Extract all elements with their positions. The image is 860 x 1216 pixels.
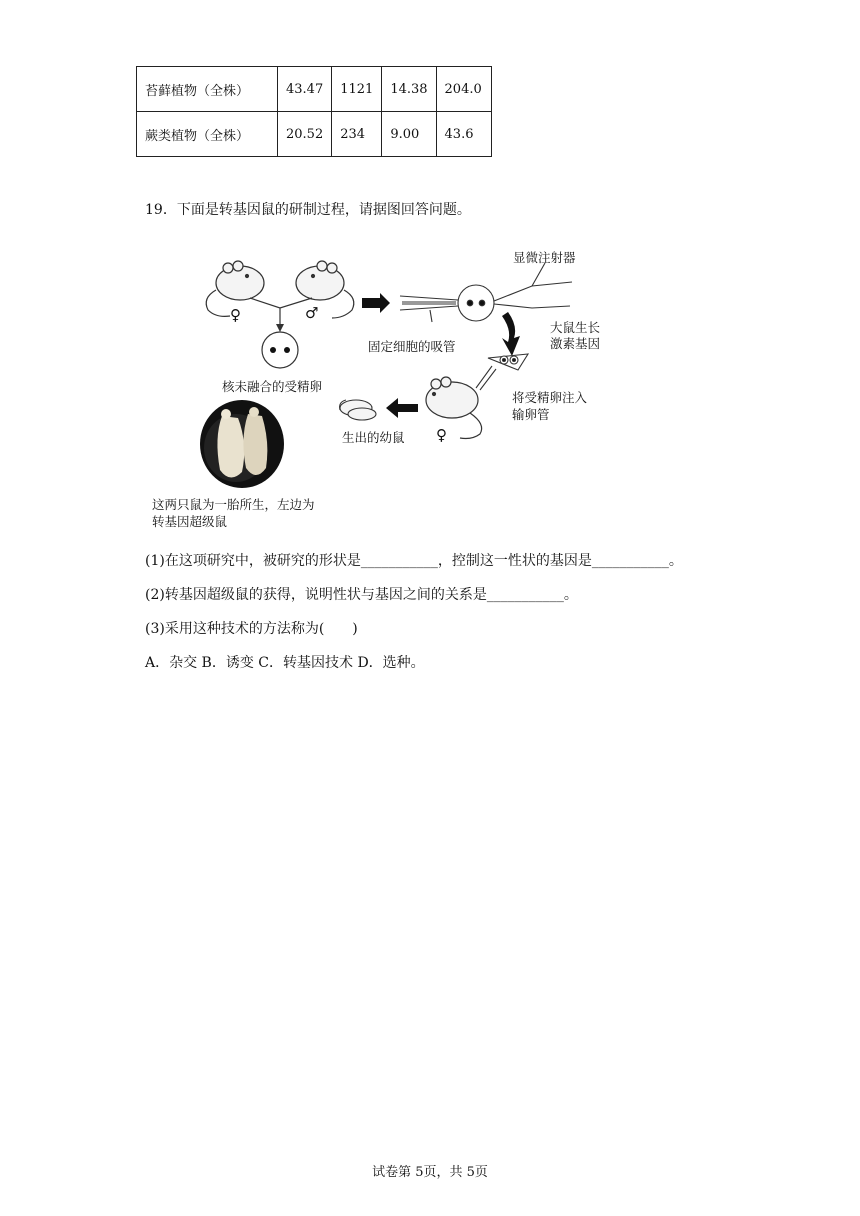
table-cell: 9.00: [382, 112, 436, 157]
female-symbol: ♀: [230, 306, 241, 324]
microinjector-label: 显微注射器: [513, 250, 576, 265]
two-mice-photo: [200, 400, 284, 488]
baby-mice-icon: [340, 400, 376, 420]
table-cell: 43.6: [436, 112, 491, 157]
table-cell: 苔藓植物（全株）: [137, 67, 278, 112]
pipette-icon: [400, 285, 494, 322]
male-symbol: ♂: [305, 304, 319, 322]
arrow-down-icon: [502, 312, 520, 356]
answer-options: A．杂交 B．诱变 C．转基因技术 D．选种。: [145, 655, 425, 671]
question-2: (2)转基因超级鼠的获得，说明性状与基因之间的关系是___________。: [145, 587, 578, 603]
table-cell: 43.47: [278, 67, 332, 112]
figure-drawing: [140, 238, 610, 534]
table-cell: 14.38: [382, 67, 436, 112]
table-cell: 20.52: [278, 112, 332, 157]
recipient-female-symbol: ♀: [436, 426, 447, 444]
page-footer: 试卷第 5页，共 5页: [372, 1165, 488, 1180]
injection-needle-icon: [476, 354, 528, 390]
table-cell: 204.0: [436, 67, 491, 112]
gene-label-line2: 激素基因: [550, 336, 601, 351]
inject-label-line1: 将受精卵注入: [512, 390, 588, 405]
table-row: [137, 112, 492, 157]
transgenic-mouse-figure: [140, 238, 610, 534]
question-3: (3)采用这种技术的方法称为( ): [145, 621, 358, 637]
baby-label: 生出的幼鼠: [342, 430, 405, 445]
arrow-left-icon: [386, 398, 418, 418]
table-row: [137, 67, 492, 112]
table-cell: 234: [332, 112, 382, 157]
table-cell: 1121: [332, 67, 382, 112]
fertilized-egg-icon: [262, 332, 298, 368]
egg-label: 核未融合的受精卵: [222, 379, 323, 394]
photo-caption-line1: 这两只鼠为一胎所生，左边为: [152, 497, 315, 512]
inject-label-line2: 输卵管: [512, 407, 550, 422]
data-table: [136, 66, 492, 157]
microinjector-icon: [494, 263, 572, 308]
arrow-right-icon: [362, 293, 390, 313]
question-1: (1)在这项研究中，被研究的形状是___________，控制这一性状的基因是___________。: [145, 553, 683, 569]
photo-caption-line2: 转基因超级鼠: [152, 514, 228, 529]
question-title: 19．下面是转基因鼠的研制过程，请据图回答问题。: [145, 202, 471, 218]
recipient-mouse-icon: [426, 377, 482, 439]
gene-label-line1: 大鼠生长: [550, 320, 601, 335]
pipette-label: 固定细胞的吸管: [368, 339, 456, 354]
table-cell: 蕨类植物（全株）: [137, 112, 278, 157]
